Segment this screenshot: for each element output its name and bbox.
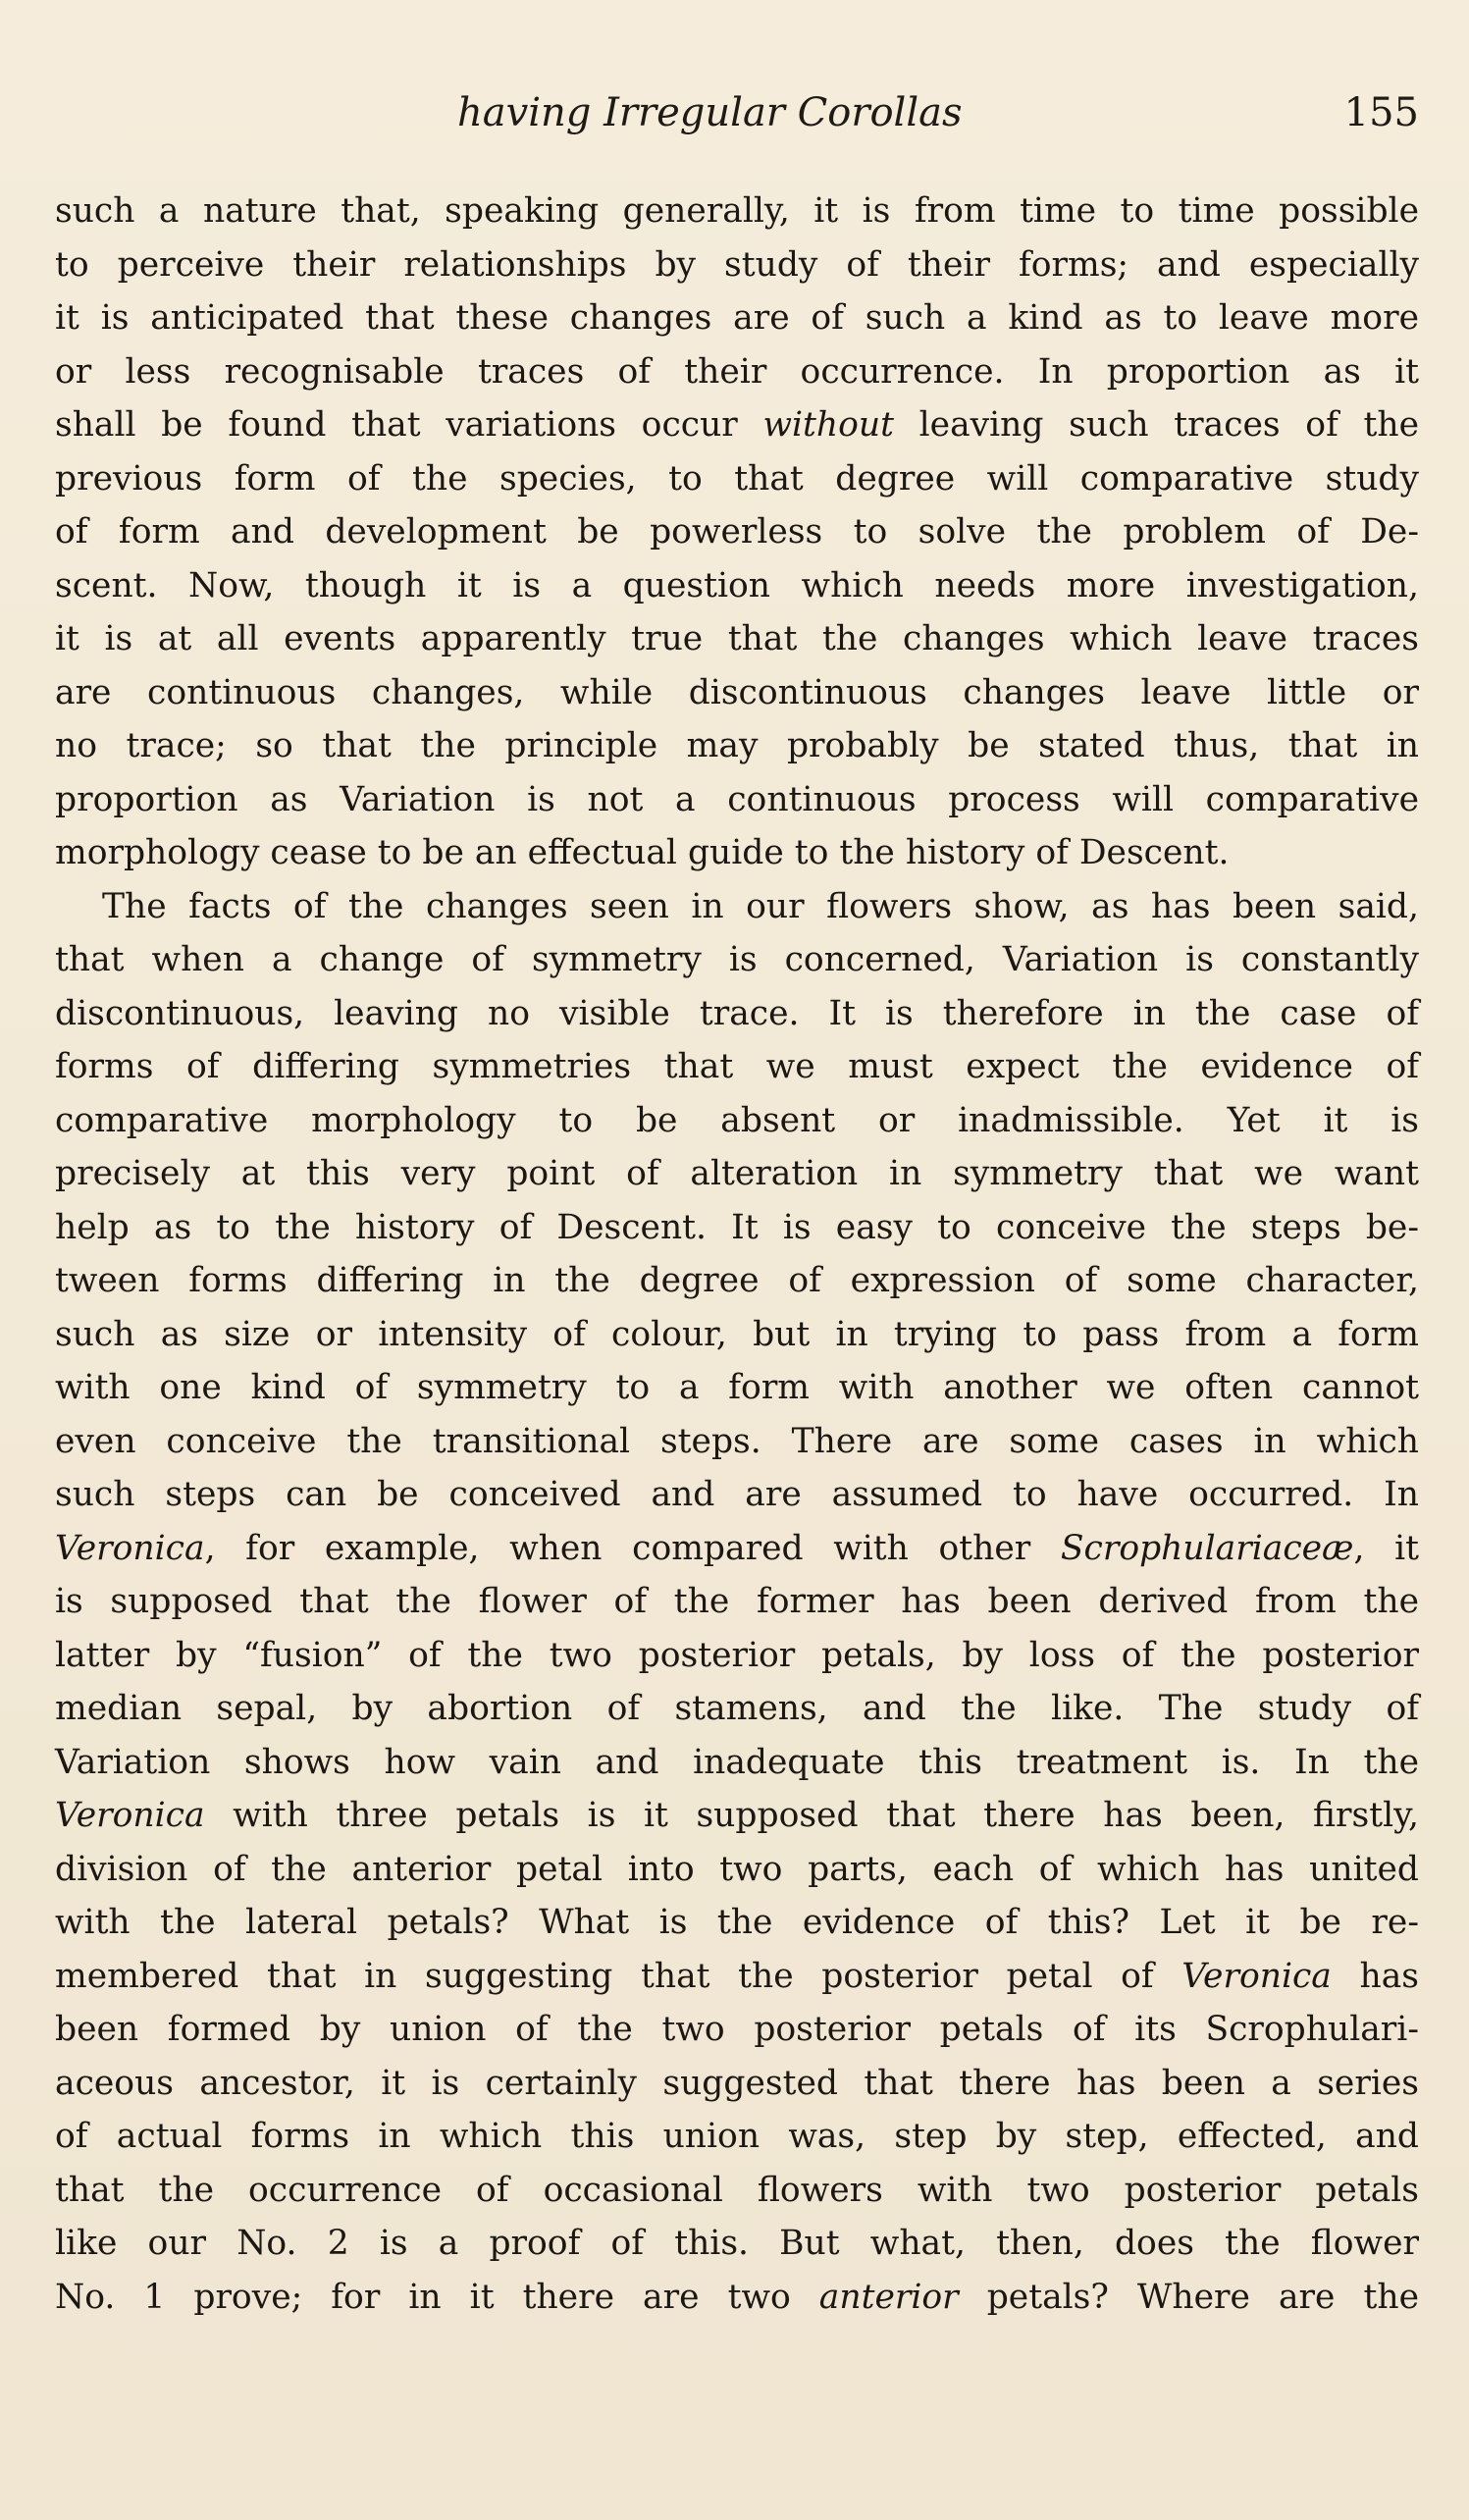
text-line	[55, 1361, 1419, 1415]
text-line	[55, 1201, 1419, 1255]
text-line	[55, 345, 1419, 399]
italic-text: Veronica	[1181, 1956, 1332, 1996]
text-run: forms of differing symmetries that we must expect the evidence of	[55, 1047, 1419, 1086]
text-line	[55, 880, 1419, 934]
text-line	[55, 719, 1419, 773]
text-line	[55, 2164, 1419, 2218]
text-run: that when a change of symmetry is concerned, Variation is constantly	[55, 940, 1419, 979]
text-run: with three petals is it supposed that there has been, firstly,	[204, 1796, 1419, 1835]
text-line	[55, 1415, 1419, 1469]
text-run: , it	[1353, 1528, 1419, 1568]
text-run: to perceive their relationships by study of their forms; and especially	[55, 244, 1419, 285]
running-title: having Irregular Corollas	[457, 90, 963, 135]
text-line	[55, 1950, 1419, 2004]
text-run: No. 1 prove; for in it there are two	[55, 2277, 819, 2317]
text-line	[55, 826, 1419, 880]
text-run: such a nature that, speaking generally, it is from time to time possible	[55, 191, 1419, 231]
text-line	[55, 1094, 1419, 1148]
text-run: discontinuous, leaving no visible trace. It is therefore in the case of	[55, 993, 1419, 1033]
text-run: membered that in suggesting that the posterior petal of	[55, 1956, 1182, 1996]
text-line	[55, 1468, 1419, 1522]
text-line	[55, 933, 1419, 987]
text-line	[55, 238, 1419, 292]
text-run: with one kind of symmetry to a form with another we often cannot	[55, 1368, 1419, 1407]
text-run: it is anticipated that these changes are of such a kind as to leave more	[55, 298, 1419, 338]
text-run: it is at all events apparently true that the changes which leave traces	[55, 619, 1419, 658]
text-line	[55, 612, 1419, 666]
text-line	[55, 1629, 1419, 1683]
text-run: previous form of the species, to that degree will comparative study	[55, 458, 1419, 499]
text-run: that the occurrence of occasional flowers with two posterior petals	[55, 2170, 1419, 2210]
text-run: leaving such traces of the	[893, 405, 1419, 445]
text-run: division of the anterior petal into two parts, each of which has united	[55, 1849, 1419, 1889]
text-line	[55, 987, 1419, 1041]
text-line	[55, 1682, 1419, 1736]
text-run: precisely at this very point of alteration in symmetry that we want	[55, 1154, 1419, 1193]
text-line	[55, 1040, 1419, 1094]
italic-text: anterior	[818, 2277, 959, 2317]
text-run: of form and development be powerless to solve the problem of De-	[55, 512, 1419, 551]
text-line	[55, 291, 1419, 345]
text-run: median sepal, by abortion of stamens, and the like. The study of	[55, 1689, 1419, 1728]
text-run: Variation shows how vain and inadequate this treatment is. In the	[55, 1742, 1419, 1782]
text-run: , for example, when compared with other	[204, 1528, 1061, 1568]
text-line	[55, 559, 1419, 613]
text-line	[55, 1147, 1419, 1201]
text-run: tween forms differing in the degree of expression of some character,	[55, 1261, 1419, 1300]
text-line	[55, 2110, 1419, 2164]
italic-text: Veronica	[55, 1528, 205, 1568]
text-run: with the lateral petals? What is the evidence of this? Let it be re-	[55, 1903, 1419, 1942]
text-line	[55, 1254, 1419, 1308]
text-line	[55, 1896, 1419, 1950]
text-run: no trace; so that the principle may probably be stated thus, that in	[55, 726, 1419, 765]
text-line	[55, 1575, 1419, 1629]
text-run: or less recognisable traces of their occurrence. In proportion as it	[55, 351, 1419, 392]
text-run: comparative morphology to be absent or inadmissible. Yet it is	[55, 1100, 1419, 1140]
text-line	[55, 1308, 1419, 1362]
text-run: proportion as Variation is not a continuous process will comparative	[55, 779, 1419, 819]
text-line	[55, 1843, 1419, 1897]
italic-text: Scrophulariaceæ	[1060, 1528, 1354, 1568]
text-run: petals? Where are the	[958, 2277, 1419, 2317]
text-line	[55, 773, 1419, 827]
text-run: even conceive the transitional steps. There are some cases in which	[55, 1421, 1419, 1461]
text-run: shall be found that variations occur	[55, 405, 763, 445]
page-number: 155	[1343, 90, 1419, 135]
text-line	[55, 666, 1419, 720]
text-line	[55, 1789, 1419, 1843]
text-line	[55, 452, 1419, 506]
text-run: such as size or intensity of colour, but in trying to pass from a form	[55, 1314, 1419, 1354]
text-run: been formed by union of the two posterior petals of its Scrophulari-	[55, 2010, 1419, 2049]
text-line	[55, 2003, 1419, 2057]
body-text	[55, 184, 1419, 2324]
text-run: help as to the history of Descent. It is easy to conceive the steps be-	[55, 1207, 1419, 1247]
text-run: has	[1331, 1956, 1419, 1996]
text-run: like our No. 2 is a proof of this. But what, then, does the flower	[55, 2224, 1419, 2263]
text-line	[55, 398, 1419, 452]
running-head	[55, 90, 1419, 159]
text-line	[55, 1736, 1419, 1790]
text-run: are continuous changes, while discontinuous changes leave little or	[55, 672, 1419, 712]
text-run: The facts of the changes seen in our flowers show, as has been said,	[102, 886, 1419, 926]
text-run: of actual forms in which this union was, step by step, effected, and	[55, 2117, 1419, 2156]
text-run: such steps can be conceived and are assumed to have occurred. In	[55, 1475, 1419, 1514]
italic-text: without	[762, 405, 894, 445]
text-line	[55, 184, 1419, 238]
text-run: is supposed that the flower of the former has been derived from the	[55, 1582, 1419, 1621]
text-run: aceous ancestor, it is certainly suggested that there has been a series	[55, 2063, 1419, 2103]
text-line	[55, 2271, 1419, 2325]
text-run: latter by “fusion” of the two posterior petals, by loss of the posterior	[55, 1635, 1419, 1675]
text-line	[55, 1522, 1419, 1576]
text-run: morphology cease to be an effectual guide to the history of Descent.	[55, 833, 1230, 872]
text-run: scent. Now, though it is a question which needs more investigation,	[55, 565, 1419, 605]
text-line	[55, 2057, 1419, 2111]
italic-text: Veronica	[55, 1796, 205, 1835]
text-line	[55, 2217, 1419, 2271]
text-line	[55, 505, 1419, 559]
